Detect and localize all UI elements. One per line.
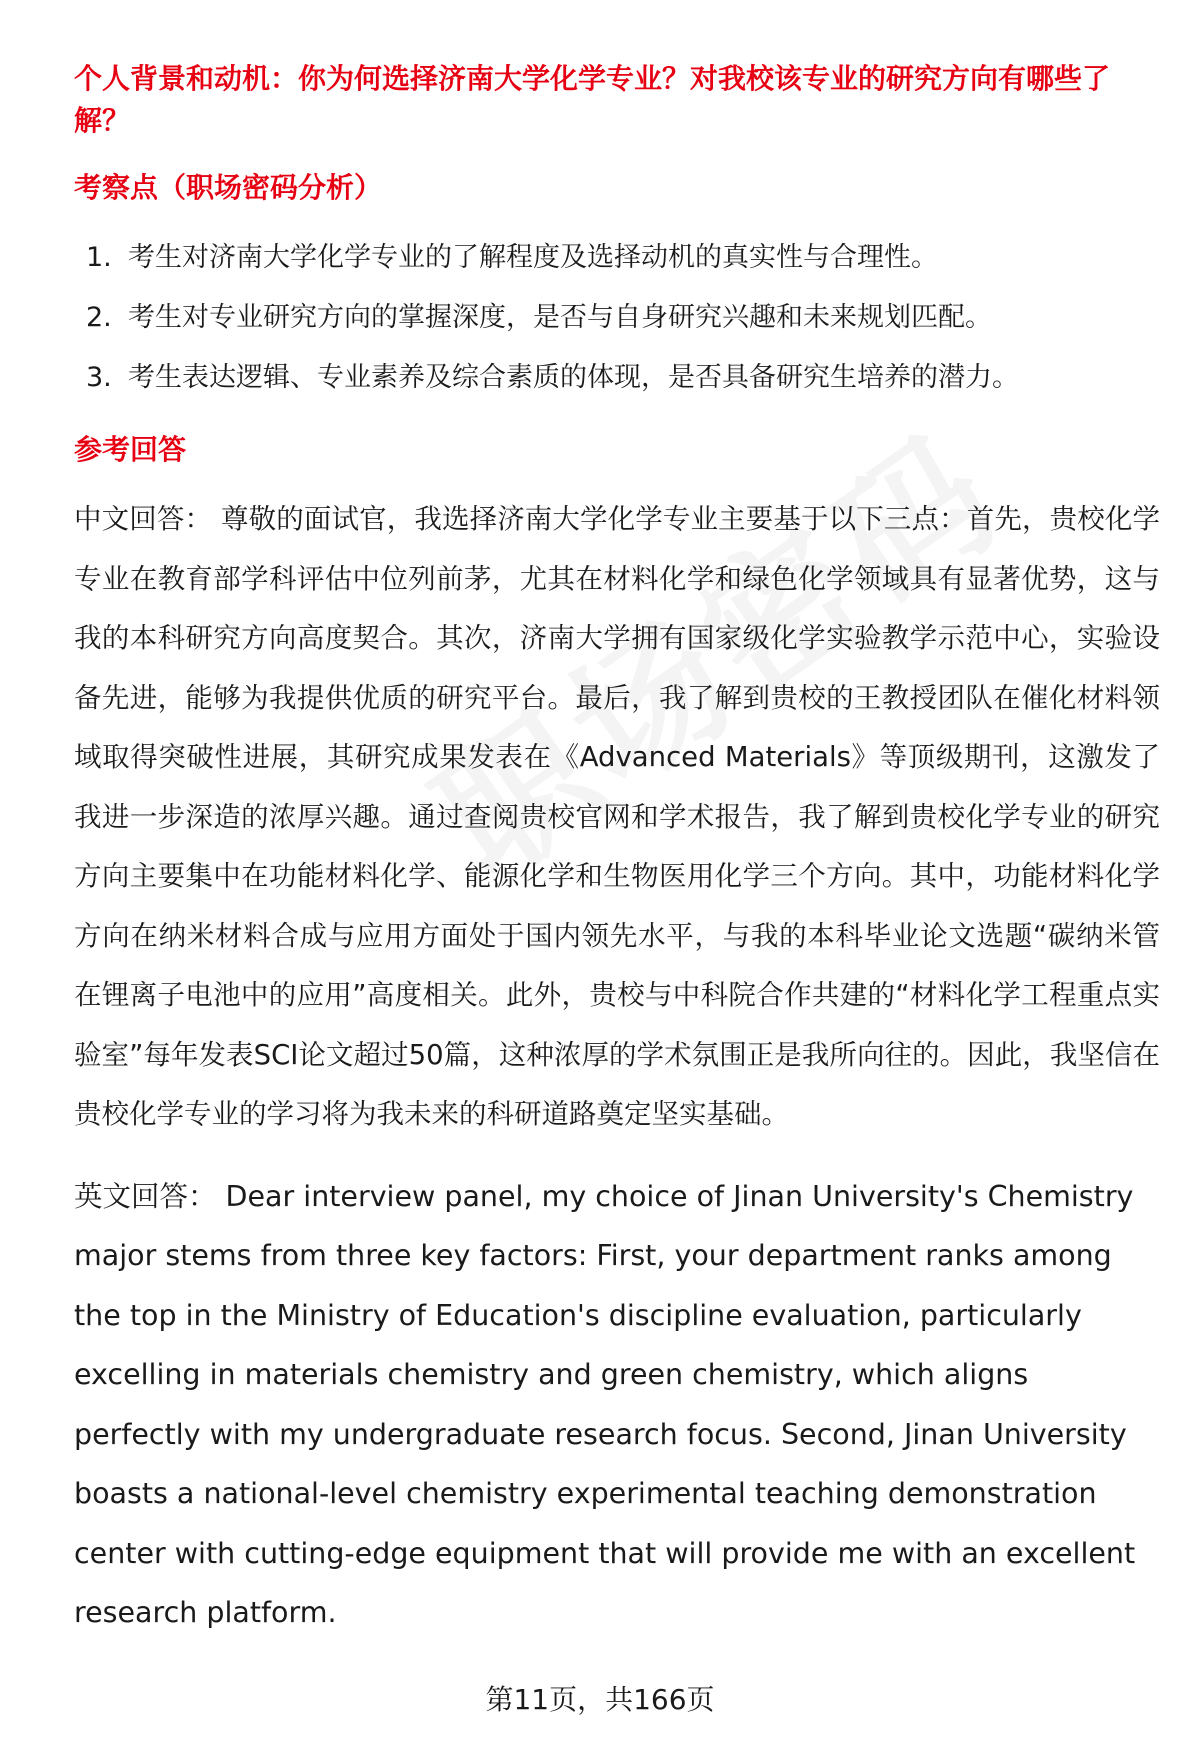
list-item-text: 考生对济南大学化学专业的了解程度及选择动机的真实性与合理性。 [128,242,938,273]
list-item-number: 2. [86,302,112,333]
section-heading-answer: 参考回答 [74,433,187,466]
list-item-number: 1. [86,242,112,273]
list-item [74,288,1160,348]
english-answer-paragraph: 英文回答： Dear interview panel, my choice of Jinan University's Chemistry major stems from three key factors: First, your department ranks among the top in the Ministry of Education's discipline evaluation, particularly excelling in materials chemistry and green chemistry, which aligns perfectly with my undergraduate research focus. Second, Jinan University boasts a national-level chemistry experimental teaching demonstration center with cutting-edge equipment that will provide me with an excellent research platform. [74,1179,1136,1629]
list-item-number: 3. [86,362,112,393]
question-title: 个人背景和动机：你为何选择济南大学化学专业？对我校该专业的研究方向有哪些了解？ [74,62,1111,137]
list-item [74,348,1160,408]
section-heading-examine: 考察点（职场密码分析） [74,171,383,204]
list-item-text: 考生对专业研究方向的掌握深度，是否与自身研究兴趣和未来规划匹配。 [128,302,992,333]
list-item-text: 考生表达逻辑、专业素养及综合素质的体现，是否具备研究生培养的潜力。 [128,362,1019,393]
page-number-footer: 第11页，共166页 [485,1683,715,1716]
page-content [74,58,1160,1665]
examine-points-list [74,228,1160,408]
list-item [74,228,1160,288]
chinese-answer-paragraph: 中文回答： 尊敬的面试官，我选择济南大学化学专业主要基于以下三点：首先，贵校化学专业在教育部学科评估中位列前茅，尤其在材料化学和绿色化学领域具有显著优势，这与我的本科研究方向高度契合。其次，济南大学拥有国家级化学实验教学示范中心，实验设备先进，能够为我提供优质的研究平台。最后，我了解到贵校的王教授团队在催化材料领域取得突破性进展，其研究成果发表在《Advanced Materials》等顶级期刊，这激发了我进一步深造的浓厚兴趣。通过查阅贵校官网和学术报告，我了解到贵校化学专业的研究方向主要集中在功能材料化学、能源化学和生物医用化学三个方向。其中，功能材料化学方向在纳米材料合成与应用方面处于国内领先水平，与我的本科毕业论文选题“碳纳米管在锂离子电池中的应用”高度相关。此外，贵校与中科院合作共建的“材料化学工程重点实验室”每年发表SCI论文超过50篇，这种浓厚的学术氛围正是我所向往的。因此，我坚信在贵校化学专业的学习将为我未来的科研道路奠定坚实基础。 [74,503,1160,1130]
